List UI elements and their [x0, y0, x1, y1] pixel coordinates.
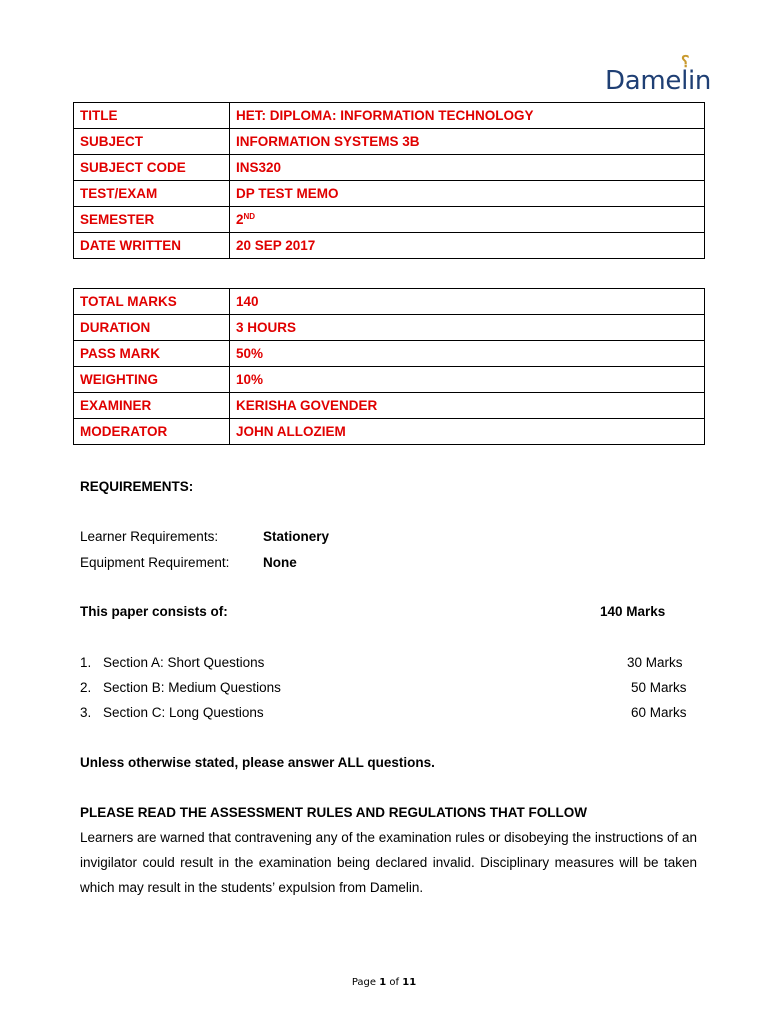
semester-suffix: ND [243, 212, 256, 221]
table-row [74, 315, 705, 341]
requirements-heading: REQUIREMENTS: [80, 479, 194, 494]
label-subject: SUBJECT [74, 129, 230, 155]
footer-total-pages: 11 [402, 977, 417, 988]
section-b-label: Section B: Medium Questions [103, 680, 281, 695]
label-date-written: DATE WRITTEN [74, 233, 230, 259]
learner-requirements-value: Stationery [263, 529, 330, 544]
table-row [74, 341, 705, 367]
value-moderator: JOHN ALLOZIEM [230, 419, 705, 445]
section-c-marks: 60 Marks [631, 705, 687, 720]
table-row [74, 233, 705, 259]
table-row [74, 419, 705, 445]
logo-wordmark: Damelin [605, 66, 712, 96]
logo-swoosh-icon: ⸮ [681, 54, 690, 71]
section-number: 3. [80, 705, 92, 720]
paper-consists-label: This paper consists of: [80, 604, 228, 619]
section-c-label: Section C: Long Questions [103, 705, 264, 720]
equipment-requirement-label: Equipment Requirement: [80, 555, 230, 570]
footer-page-number: 1 [379, 977, 387, 988]
footer-of-word: of [389, 977, 400, 988]
label-semester: SEMESTER [74, 207, 230, 233]
table-row [74, 129, 705, 155]
value-semester [230, 207, 705, 233]
section-b-marks: 50 Marks [631, 680, 687, 695]
table-row [74, 393, 705, 419]
section-number: 2. [80, 680, 92, 695]
table-row [74, 103, 705, 129]
table-row [74, 367, 705, 393]
value-total-marks: 140 [230, 289, 705, 315]
value-title: HET: DIPLOMA: INFORMATION TECHNOLOGY [230, 103, 705, 129]
label-pass-mark: PASS MARK [74, 341, 230, 367]
table-row [74, 181, 705, 207]
label-title: TITLE [74, 103, 230, 129]
label-examiner: EXAMINER [74, 393, 230, 419]
page-footer [0, 977, 768, 988]
value-subject: INFORMATION SYSTEMS 3B [230, 129, 705, 155]
table-row [74, 289, 705, 315]
section-number: 1. [80, 655, 92, 670]
label-duration: DURATION [74, 315, 230, 341]
footer-page-word: Page [351, 977, 377, 988]
table-row [74, 155, 705, 181]
value-test-exam: DP TEST MEMO [230, 181, 705, 207]
assessment-details-table [73, 288, 705, 445]
label-total-marks: TOTAL MARKS [74, 289, 230, 315]
label-subject-code: SUBJECT CODE [74, 155, 230, 181]
value-subject-code: INS320 [230, 155, 705, 181]
value-duration: 3 HOURS [230, 315, 705, 341]
equipment-requirement-value: None [263, 555, 297, 570]
value-date-written: 20 SEP 2017 [230, 233, 705, 259]
label-weighting: WEIGHTING [74, 367, 230, 393]
value-weighting: 10% [230, 367, 705, 393]
section-a-label: Section A: Short Questions [103, 655, 265, 670]
learner-requirements-label: Learner Requirements: [80, 529, 219, 544]
semester-number: 2 [236, 212, 244, 227]
instruction-text: Unless otherwise stated, please answer ALL questions. [80, 755, 435, 770]
rules-paragraph: Learners are warned that contravening any of the examination rules or disobeying the instructions of an invigilator could result in the examination being declared invalid. Disciplinary measures will be taken which may result in the students’ expulsion from Damelin. [80, 830, 697, 895]
label-moderator: MODERATOR [74, 419, 230, 445]
value-examiner: KERISHA GOVENDER [230, 393, 705, 419]
table-row [74, 207, 705, 233]
exam-details-table [73, 102, 705, 259]
rules-heading: PLEASE READ THE ASSESSMENT RULES AND REGULATIONS THAT FOLLOW [80, 805, 588, 820]
label-test-exam: TEST/EXAM [74, 181, 230, 207]
paper-total-marks: 140 Marks [600, 604, 666, 619]
value-pass-mark: 50% [230, 341, 705, 367]
section-a-marks: 30 Marks [627, 655, 683, 670]
